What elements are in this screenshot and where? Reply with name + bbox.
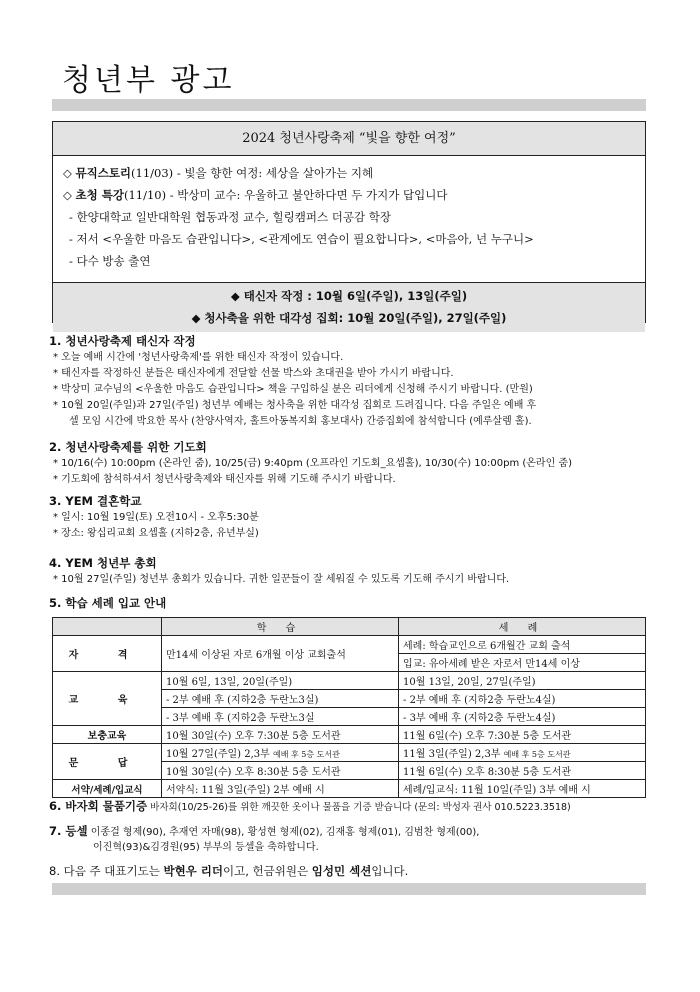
table-cell: 11월 3일(주일) 2,3부 예배 후 5층 도서관 [399,744,646,762]
section-item: * 10월 20일(주일)과 27일(주일) 청년부 예배는 청사축을 위한 대각성 집회로 드려집니다. 다음 주일은 예배 후 [53,400,537,411]
table-cell: - 2부 예배 후 (지하2층 두란노3실) [162,690,399,708]
table-corner [53,618,162,636]
festival-sub-line: - 한양대학교 일반대학원 협동과정 교수, 힐링캠퍼스 더공감 학장 [69,210,391,224]
section-item: * 박상미 교수님의 <우울한 마음도 습관입니다> 책을 구입하실 분은 리더에게 신청해 주시기 바랍니다. (만원) [53,384,533,395]
table-cell: 10월 30일(수) 오후 8:30분 5층 도서관 [162,762,399,780]
table-row [53,780,646,798]
festival-sub-line: - 다수 방송 출연 [69,254,151,268]
festival-line-lecture: ◇ 초청 특강(11/10) - 박상미 교수: 우울하고 불안하다면 두 가지가 답입니다 [63,188,448,202]
section-heading: 1. 청년사랑축제 태신자 작정 [49,334,196,348]
section-heading: 5. 학습 세례 입교 안내 [49,596,167,610]
top-divider [52,99,646,111]
section-item: 셀 모임 시간에 박요한 목사 (찬양사역자, 홀트아동복지회 홍보대사) 간증집회에 참석합니다 (예루살렘 홀). [69,416,532,427]
row-label: 교 육 [53,672,162,726]
section-item: * 태신자를 작정하신 분들은 태신자에게 전달할 선물 박스와 초대권을 받아 가시기 바랍니다. [53,368,454,379]
section-heading: 2. 청년사랑축제를 위한 기도회 [49,440,207,454]
schedule-line: ◆ 태신자 작정 : 10월 6일(주일), 13일(주일) [230,289,468,303]
section-heading: 7. 등셀 [49,824,88,838]
festival-details [53,156,645,283]
section-5 [49,594,659,612]
section-item: * 일시: 10월 19일(토) 오전10시 - 오후5:30분 [53,512,259,523]
table-col-baptism: 세 례 [399,618,646,636]
table-cell: 세례/입교식: 11월 10일(주일) 3부 예배 시 [399,780,646,798]
page-title: 청년부 광고 [62,63,235,98]
table-row [53,726,646,744]
table-cell: 10월 30일(수) 오후 7:30분 5층 도서관 [162,726,399,744]
section-6 [49,797,659,815]
section-item: * 오늘 예배 시간에 '청년사랑축제'를 위한 태신자 작정이 있습니다. [53,352,344,363]
table-header-row [53,618,646,636]
festival-heading: 2024 청년사랑축제 “빛을 향한 여정” [53,122,645,156]
table-cell: 10월 6일, 13일, 20일(주일) [162,672,399,690]
section-heading: 6. 바자회 물품기증 [49,799,148,813]
table-cell: 만14세 이상된 자로 6개월 이상 교회출석 [162,636,399,672]
section-7 [49,822,659,856]
prayer-leader: 박현우 리더 [163,864,224,878]
row-label: 자 격 [53,636,162,672]
bottom-divider [52,883,646,895]
section-item: * 기도회에 참석하셔서 청년사랑축제와 태신자를 위해 기도해 주시기 바랍니다. [53,474,396,485]
table-cell: - 2부 예배 후 (지하2층 두란노4실) [399,690,646,708]
table-cell: 11월 6일(수) 오후 7:30분 5층 도서관 [399,726,646,744]
table-cell: 입교: 유아세례 받은 자로서 만14세 이상 [399,654,646,672]
section-1 [49,332,659,430]
table-cell: - 3부 예배 후 (지하2층 두란노4실) [399,708,646,726]
table-cell: 10월 27일(주일) 2,3부 예배 후 5층 도서관 [162,744,399,762]
table-cell: 세례: 학습교인으로 6개월간 교회 출석 [399,636,646,654]
table-row [53,672,646,690]
section-3 [49,492,659,542]
baptism-table [52,617,646,798]
section-heading: 3. YEM 결혼학교 [49,494,142,508]
section-8: 8. 다음 주 대표기도는 박현우 리더이고, 헌금위원은 임성민 섹션입니다. [49,864,409,878]
table-col-study: 학 습 [162,618,399,636]
festival-schedule [53,283,645,332]
section-4 [49,554,659,588]
table-cell: 11월 6일(수) 오후 8:30분 5층 도서관 [399,762,646,780]
row-label: 문 답 [53,744,162,780]
table-row [53,744,646,762]
table-cell: - 3부 예배 후 (지하2층 두란노3실 [162,708,399,726]
festival-sub-line: - 저서 <우울한 마음도 습관입니다>, <관계에도 연습이 필요합니다>, <마음아, 넌 누구니> [69,232,534,246]
section-item: * 10/16(수) 10:00pm (온라인 줌), 10/25(금) 9:40pm (오프라인 기도회_요셉홀), 10/30(수) 10:00pm (온라인 줌) [53,458,572,469]
festival-box [52,121,646,323]
festival-line-music: ◇ 뮤직스토리(11/03) - 빛을 향한 여정: 세상을 살아가는 지혜 [63,166,374,180]
table-cell: 서약식: 11월 3일(주일) 2부 예배 시 [162,780,399,798]
section-heading: 4. YEM 청년부 총회 [49,556,157,570]
section-text: 이진혁(93)&김경원(95) 부부의 등셀을 축하합니다. [93,842,319,853]
section-item: * 10월 27일(주일) 청년부 총회가 있습니다. 귀한 일꾼들이 잘 세워질 수 있도록 기도해 주시기 바랍니다. [53,574,510,585]
row-label: 보충교육 [53,726,162,744]
table-row [53,636,646,654]
offering-section: 임성민 섹션 [311,864,372,878]
section-text: 이종걸 형제(90), 추재연 자매(98), 황성현 형제(02), 김재홍 형제(01), 김범찬 형제(00), [87,827,480,838]
section-text: 바자회(10/25-26)를 위한 깨끗한 옷이나 물품을 기증 받습니다 (문의: 박성자 권사 010.5223.3518) [147,802,571,813]
schedule-line: ◆ 청사축을 위한 대각성 집회: 10월 20일(주일), 27일(주일) [191,311,507,325]
table-cell: 10월 13일, 20일, 27일(주일) [399,672,646,690]
row-label: 서약/세례/입교식 [53,780,162,798]
section-2 [49,438,659,488]
section-item: * 장소: 왕십리교회 요셉홀 (지하2층, 유년부실) [53,528,259,539]
